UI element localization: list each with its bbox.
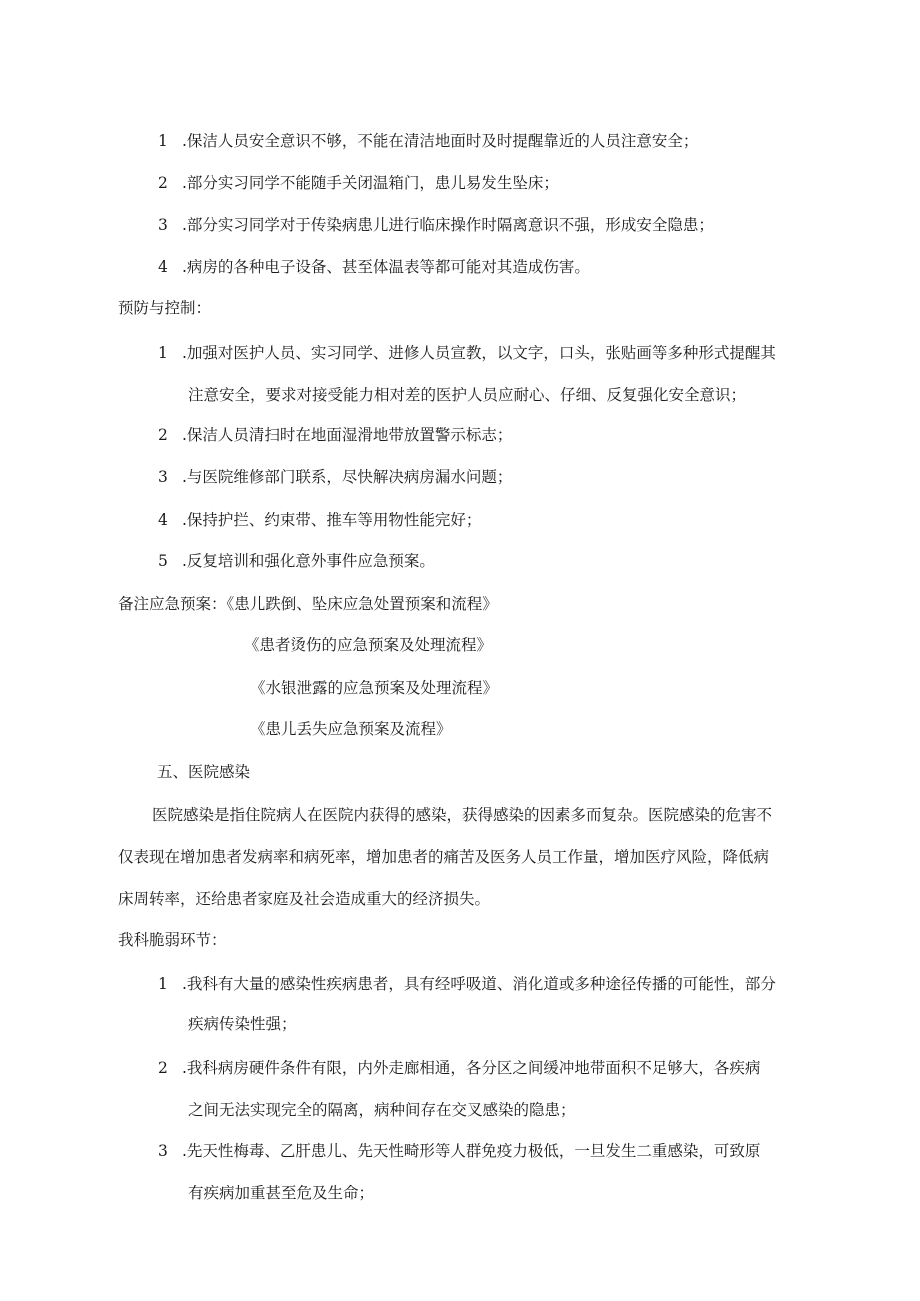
prevention-item-3 [158, 467, 512, 487]
prevention-item-1-continuation: 注意安全，要求对接受能力相对差的医护人员应耐心、仔细、反复强化安全意识； [188, 386, 747, 404]
intro-paragraph-line: 医院感染是指住院病人在医院内获得的感染，获得感染的因素多而复杂。医院感染的危害不 [152, 806, 773, 824]
prevention-item-4 [158, 510, 481, 530]
hazard-item-4 [158, 257, 590, 277]
item-number: 2 [158, 1059, 168, 1077]
item-number: 2 [158, 426, 168, 444]
item-text: .与医院维修部门联系，尽快解决病房漏水问题； [182, 468, 513, 486]
weakness-item-2-continuation: 之间无法实现完全的隔离，病种间存在交叉感染的隐患； [188, 1101, 576, 1119]
weakness-item-2 [158, 1058, 760, 1078]
item-text: .我科病房硬件条件有限，内外走廊相通，各分区之间缓冲地带面积不足够大，各疾病 [182, 1059, 761, 1077]
section-title: 五、医院感染 [157, 763, 251, 781]
emergency-plan-label: 备注应急预案： [118, 595, 227, 613]
emergency-plan-first [118, 594, 498, 614]
prevention-heading: 预防与控制： [118, 299, 212, 317]
prevention-item-2 [158, 425, 512, 445]
item-text: .保洁人员安全意识不够，不能在清洁地面时及时提醒靠近的人员注意安全； [182, 132, 699, 150]
prevention-item-1 [158, 343, 776, 363]
weakness-item-1-continuation: 疾病传染性强； [188, 1015, 297, 1033]
hazard-item-3 [158, 215, 714, 235]
item-number: 1 [158, 344, 168, 362]
prevention-item-5 [158, 551, 435, 571]
weakness-heading: 我科脆弱环节： [118, 931, 227, 949]
item-text: .保洁人员清扫时在地面湿滑地带放置警示标志； [182, 426, 513, 444]
emergency-plan-title: 《患儿跌倒、坠床应急处置预案和流程》 [226, 595, 498, 613]
item-text: .保持护拦、约束带、推车等用物性能完好； [182, 511, 482, 529]
item-text: .部分实习同学不能随手关闭温箱门，患儿易发生坠床； [182, 174, 559, 192]
item-number: 5 [158, 552, 168, 570]
item-number: 1 [158, 132, 168, 150]
item-number: 2 [158, 174, 168, 192]
intro-paragraph-line: 床周转率，还给患者家庭及社会造成重大的经济损失。 [118, 890, 491, 908]
item-text: .病房的各种电子设备、甚至体温表等都可能对其造成伤害。 [182, 258, 590, 276]
item-text: .我科有大量的感染性疾病患者，具有经呼吸道、消化道或多种途径传播的可能性，部分 [182, 975, 776, 993]
item-text: .加强对医护人员、实习同学、进修人员宣教，以文字，口头，张贴画等多种形式提醒其 [182, 344, 776, 362]
emergency-plan-title: 《患者烫伤的应急预案及处理流程》 [244, 636, 493, 654]
item-number: 3 [158, 216, 168, 234]
emergency-plan-title: 《水银泄露的应急预案及处理流程》 [250, 679, 499, 697]
intro-paragraph-line: 仅表现在增加患者发病率和病死率，增加患者的痛苦及医务人员工作量，增加医疗风险，降低病 [118, 848, 770, 866]
hazard-item-2 [158, 173, 559, 193]
item-number: 3 [158, 1142, 168, 1160]
item-text: .反复培训和强化意外事件应急预案。 [182, 552, 435, 570]
item-number: 1 [158, 975, 168, 993]
item-number: 3 [158, 468, 168, 486]
item-text: .先天性梅毒、乙肝患儿、先天性畸形等人群免疫力极低，一旦发生二重感染，可致原 [182, 1142, 761, 1160]
weakness-item-1 [158, 974, 776, 994]
weakness-item-3-continuation: 有疾病加重甚至危及生命； [188, 1184, 375, 1202]
item-number: 4 [158, 258, 168, 276]
emergency-plan-title: 《患儿丢失应急预案及流程》 [250, 720, 452, 738]
item-number: 4 [158, 511, 168, 529]
hazard-item-1 [158, 131, 698, 151]
item-text: .部分实习同学对于传染病患儿进行临床操作时隔离意识不强，形成安全隐患； [182, 216, 714, 234]
weakness-item-3 [158, 1141, 760, 1161]
